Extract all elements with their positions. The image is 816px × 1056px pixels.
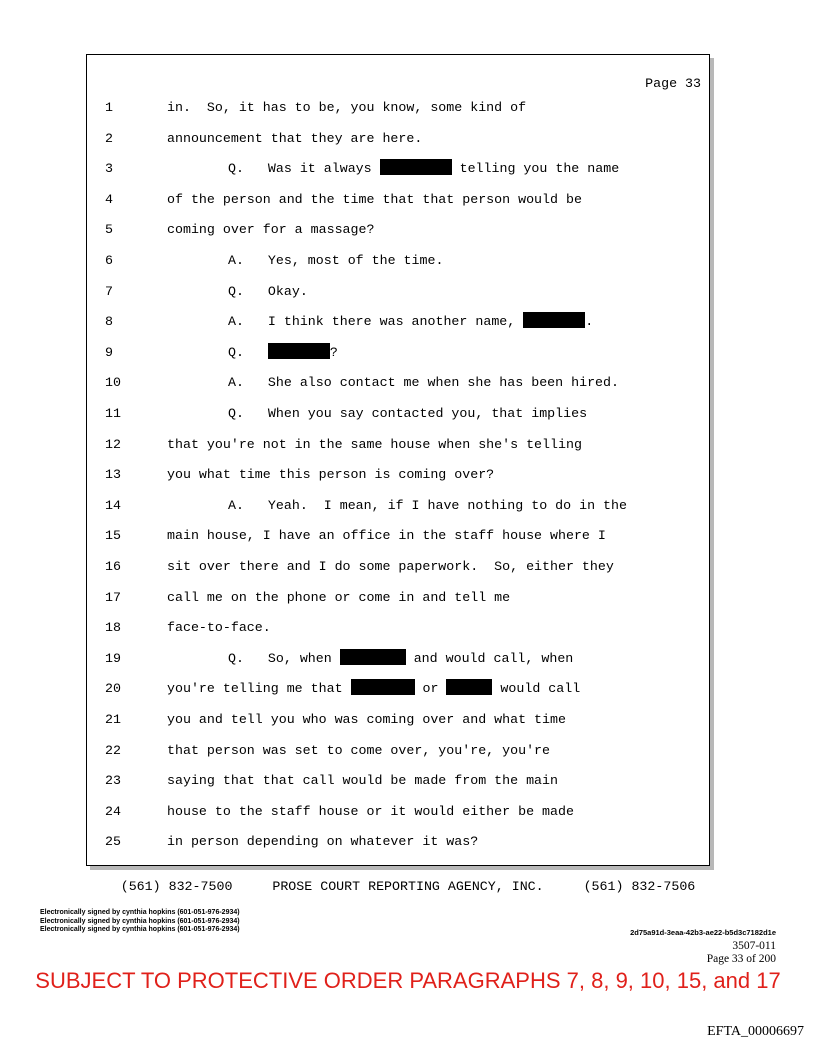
text-segment: A. Yes, most of the time. <box>228 253 444 268</box>
line-number: 14 <box>105 497 121 513</box>
redaction-bar <box>268 343 330 359</box>
line-number: 9 <box>105 344 113 360</box>
line-number: 18 <box>105 620 121 636</box>
text-segment: face-to-face. <box>167 620 271 636</box>
transcript-line <box>87 552 709 582</box>
transcript-line <box>87 185 709 215</box>
transcript-line <box>87 766 709 796</box>
transcript-line <box>87 491 709 521</box>
transcript-line <box>87 399 709 429</box>
esign-line: Electronically signed by cynthia hopkins (601-051-976-2934) <box>40 909 240 916</box>
line-number: 3 <box>105 161 113 177</box>
transcript-line <box>87 827 709 857</box>
line-text <box>167 766 558 796</box>
footer-agency-name: PROSE COURT REPORTING AGENCY, INC. <box>272 879 544 894</box>
text-segment: ? <box>329 344 338 360</box>
text-segment: Q. Okay. <box>228 283 308 299</box>
text-segment: . <box>585 314 594 330</box>
esign-line: Electronically signed by cynthia hopkins (601-051-976-2934) <box>40 926 240 933</box>
line-text <box>167 124 422 154</box>
line-text <box>228 491 627 521</box>
text-segment: call me on the phone or come in and tell me <box>167 589 511 605</box>
line-number: 19 <box>105 650 121 666</box>
text-segment: A. She also contact me when she has been hired. <box>228 375 619 391</box>
line-number: 15 <box>105 528 121 544</box>
transcript-line <box>87 307 709 337</box>
line-text <box>167 705 566 735</box>
esign-line: Electronically signed by cynthia hopkins (601-051-976-2934) <box>40 917 240 925</box>
line-text <box>167 583 510 613</box>
line-text <box>228 277 308 307</box>
line-number: 1 <box>105 100 113 115</box>
text-segment: and would call, when <box>405 650 574 666</box>
footer-phone-right: (561) 832-7506 <box>583 879 696 894</box>
transcript-line <box>87 93 709 123</box>
line-text <box>228 338 338 368</box>
transcript-line <box>87 277 709 307</box>
page-of-total: Page 33 of 200 <box>706 953 776 965</box>
transcript-line <box>87 215 709 245</box>
line-number: 5 <box>105 222 113 238</box>
transcript-line <box>87 674 709 704</box>
line-text <box>167 797 574 827</box>
text-segment: Q. <box>228 344 268 360</box>
transcript-line <box>87 644 709 674</box>
text-segment: sit over there and I do some paperwork. So, either they <box>167 559 614 574</box>
bates-number: EFTA_00006697 <box>707 1024 804 1039</box>
line-number: 2 <box>105 130 113 146</box>
line-number: 13 <box>105 467 121 483</box>
line-text <box>167 430 582 460</box>
exhibit-stamp <box>707 940 776 966</box>
transcript-line <box>87 521 709 551</box>
protective-order-notice: SUBJECT TO PROTECTIVE ORDER PARAGRAPHS 7, 8, 9, 10, 15, and 17 <box>35 968 781 993</box>
footer-phone-left: (561) 832-7500 <box>120 879 233 894</box>
text-segment: would call <box>492 681 581 697</box>
text-segment: A. Yeah. I mean, if I have nothing to do in the <box>228 497 627 513</box>
transcript-line <box>87 246 709 276</box>
line-number: 22 <box>105 742 121 758</box>
text-segment: that person was set to come over, you're, you're <box>167 742 551 758</box>
line-text <box>228 307 593 337</box>
line-number: 10 <box>105 375 121 391</box>
redaction-bar <box>523 312 585 328</box>
electronic-signatures <box>40 909 240 935</box>
line-text <box>228 644 573 674</box>
transcript-line <box>87 430 709 460</box>
text-segment: announcement that they are here. <box>167 130 423 146</box>
line-number: 17 <box>105 589 121 605</box>
transcript-line <box>87 736 709 766</box>
text-segment: in. So, it has to be, you know, some kind of <box>167 100 527 115</box>
line-text <box>167 460 494 490</box>
text-segment: A. I think there was another name, <box>228 314 524 330</box>
reporting-agency-footer <box>0 879 816 894</box>
line-number: 11 <box>105 406 121 421</box>
transcript-line <box>87 338 709 368</box>
transcript-line <box>87 154 709 184</box>
line-text <box>228 154 619 184</box>
text-segment: that you're not in the same house when she's telling <box>167 436 582 452</box>
text-segment: telling you the name <box>451 161 620 177</box>
text-segment: Q. Was it always <box>228 161 380 177</box>
line-number: 4 <box>105 191 113 207</box>
text-segment: Q. So, when <box>228 650 340 666</box>
transcript-line <box>87 583 709 613</box>
line-number: 24 <box>105 803 121 819</box>
line-number: 8 <box>105 314 113 330</box>
text-segment: house to the staff house or it would either be made <box>167 803 574 819</box>
line-number: 21 <box>105 712 121 727</box>
line-text <box>167 613 271 643</box>
text-segment: main house, I have an office in the staff house where I <box>167 528 606 544</box>
redaction-bar <box>446 679 492 695</box>
text-segment: in person depending on whatever it was? <box>167 834 479 850</box>
line-text <box>228 246 443 276</box>
text-segment: of the person and the time that that person would be <box>167 191 582 207</box>
exhibit-number: 3507-011 <box>732 940 776 952</box>
line-text <box>167 93 526 123</box>
line-text <box>167 215 374 245</box>
line-text <box>167 674 580 704</box>
text-segment: you're telling me that <box>167 681 351 697</box>
transcript-line <box>87 613 709 643</box>
line-number: 6 <box>105 253 113 268</box>
text-segment: Q. When you say contacted you, that implies <box>228 406 588 421</box>
line-number: 16 <box>105 559 121 574</box>
text-segment: coming over for a massage? <box>167 222 375 238</box>
transcript-line <box>87 460 709 490</box>
redaction-bar <box>380 159 452 175</box>
line-text <box>167 185 582 215</box>
transcript-line <box>87 797 709 827</box>
line-number: 25 <box>105 834 121 850</box>
line-text <box>228 368 619 398</box>
text-segment: saying that that call would be made from the main <box>167 773 558 789</box>
page-number-label: Page 33 <box>645 76 701 91</box>
text-segment: you and tell you who was coming over and what time <box>167 712 566 727</box>
text-segment: or <box>414 681 447 697</box>
line-number: 20 <box>105 681 121 697</box>
redaction-bar <box>340 649 406 665</box>
transcript-line <box>87 705 709 735</box>
document-hash: 2d75a91d-3eaa-42b3-ae22-b5d3c7182d1e <box>630 928 776 937</box>
line-number: 7 <box>105 283 113 299</box>
line-text <box>167 552 614 582</box>
transcript-page <box>86 54 710 866</box>
redaction-bar <box>351 679 415 695</box>
line-number: 23 <box>105 773 121 789</box>
text-segment: you what time this person is coming over? <box>167 467 495 483</box>
transcript-line <box>87 124 709 154</box>
line-text <box>167 827 478 857</box>
line-text <box>167 521 606 551</box>
line-text <box>167 736 550 766</box>
line-number: 12 <box>105 436 121 452</box>
line-text <box>228 399 587 429</box>
transcript-line <box>87 368 709 398</box>
